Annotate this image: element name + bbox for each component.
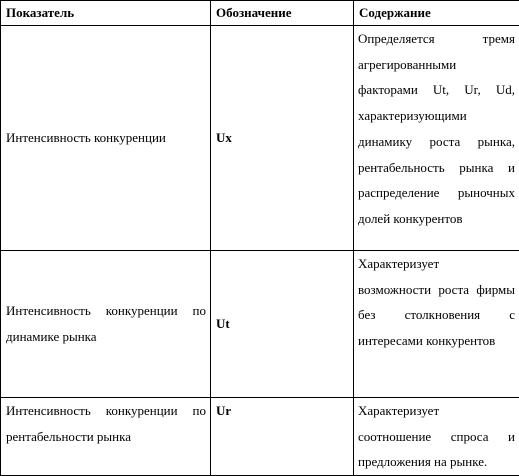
symbol-cell: Ux: [211, 26, 354, 251]
indicator-cell: Интенсивность конкуренции по динамике рынка: [1, 251, 211, 398]
content-cell: Характеризует соотношение спроса и предложения на рынке.: [354, 398, 519, 476]
indicator-cell: Интенсивность конкуренции по рентабельности рынка: [1, 398, 211, 476]
table-row: [1, 398, 519, 476]
table-row: [1, 251, 519, 398]
symbol-cell: Ut: [211, 251, 354, 398]
header-symbol: Обозначение: [211, 1, 354, 26]
table-header-row: [1, 1, 519, 26]
indicator-cell: Интенсивность конкуренции: [1, 26, 211, 251]
content-cell: Определяется тремя агрегированными факторами Ut, Ur, Ud, характеризующими динамику роста рынка, рентабельность рынка и распределение рыночных долей конкурентов: [354, 26, 519, 251]
symbol-cell: Ur: [211, 398, 354, 476]
content-cell: Характеризует возможности роста фирмы без столкновения с интересами конкурентов: [354, 251, 519, 398]
table-row: [1, 26, 519, 251]
header-indicator: Показатель: [1, 1, 211, 26]
header-content: Содержание: [354, 1, 519, 26]
